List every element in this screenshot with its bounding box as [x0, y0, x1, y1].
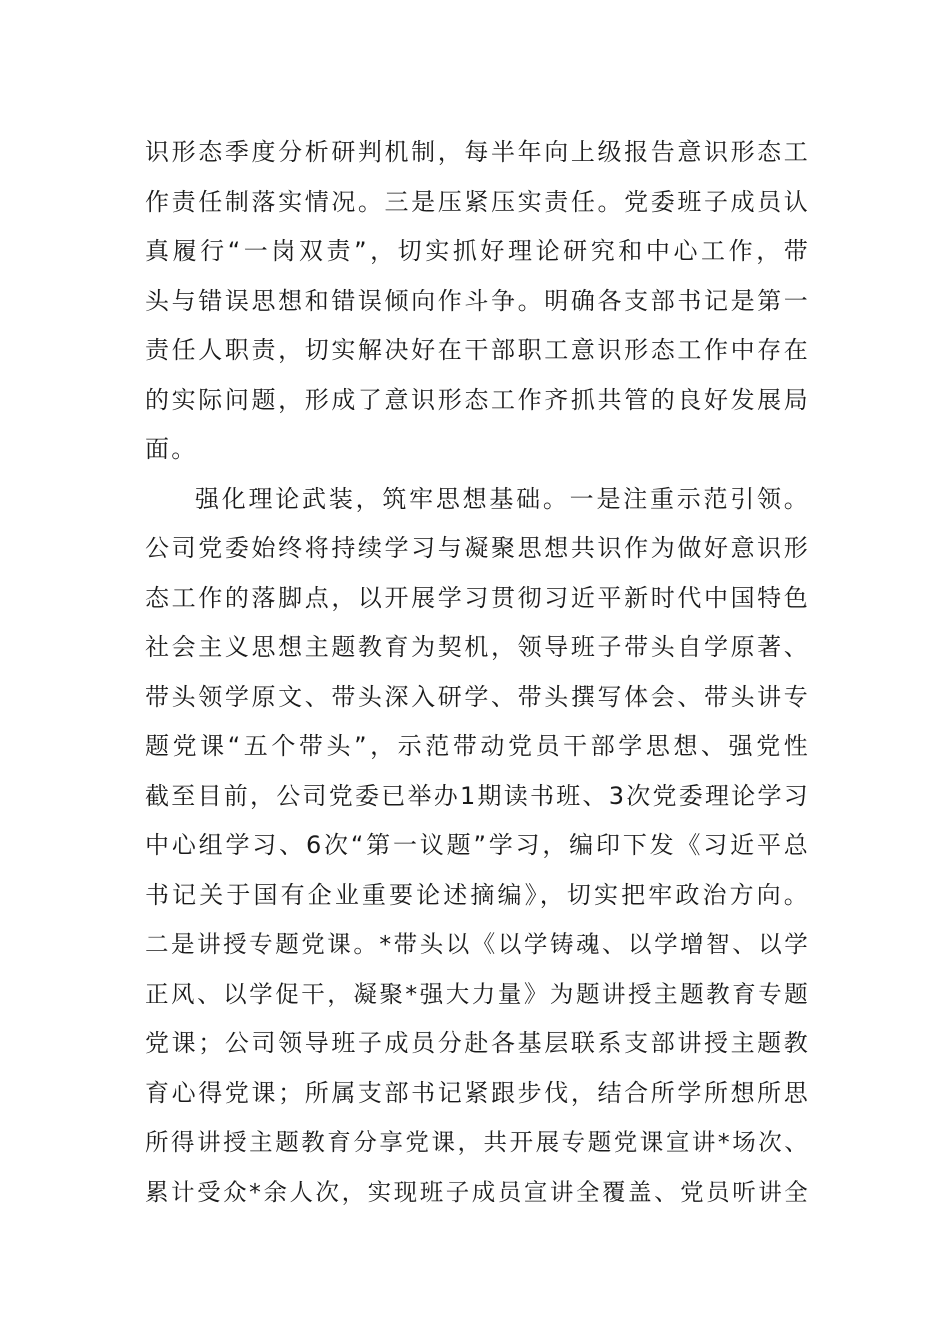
text-line: 社会主义思想主题教育为契机，领导班子带头自学原著、: [145, 633, 810, 661]
text-line: 责任人职责，切实解决好在干部职工意识形态工作中存在: [145, 336, 810, 364]
text-line: 党课；公司领导班子成员分赴各基层联系支部讲授主题教: [145, 1029, 810, 1057]
text-line: 二是讲授专题党课。*带头以《以学铸魂、以学增智、以学: [145, 930, 810, 958]
text-line: 育心得党课；所属支部书记紧跟步伐，结合所学所想所思: [145, 1078, 810, 1107]
text-line: 题党课“五个带头”，示范带动党员干部学思想、强党性: [145, 732, 810, 760]
text-line: 头与错误思想和错误倾向作斗争。明确各支部书记是第一: [145, 286, 810, 315]
text-line: 中心组学习、6次“第一议题”学习，编印下发《习近平总: [145, 831, 810, 859]
text-line: 所得讲授主题教育分享党课，共开展专题党课宣讲*场次、: [145, 1128, 810, 1156]
text-line: 态工作的落脚点，以开展学习贯彻习近平新时代中国特色: [145, 583, 810, 612]
text-line: 的实际问题，形成了意识形态工作齐抓共管的良好发展局: [145, 385, 810, 414]
document-body: [145, 128, 810, 1217]
text-line: 累计受众*余人次，实现班子成员宣讲全覆盖、党员听讲全: [145, 1177, 810, 1206]
text-line: 截至目前，公司党委已举办1期读书班、3次党委理论学习: [145, 781, 810, 810]
text-line: 面。: [145, 435, 198, 463]
text-line: 真履行“一岗双责”，切实抓好理论研究和中心工作，带: [145, 237, 810, 265]
text-line: 公司党委始终将持续学习与凝聚思想共识作为做好意识形: [145, 534, 810, 562]
text-line: 书记关于国有企业重要论述摘编》，切实把牢政治方向。: [145, 880, 810, 909]
text-line: 正风、以学促干，凝聚*强大力量》为题讲授主题教育专题: [145, 979, 810, 1008]
text-line: 带头领学原文、带头深入研学、带头撰写体会、带头讲专: [145, 682, 810, 711]
paragraph-heading-line: 强化理论武装，筑牢思想基础。一是注重示范引领。: [195, 484, 810, 513]
text-line: 作责任制落实情况。三是压紧压实责任。党委班子成员认: [145, 187, 810, 216]
text-line: 识形态季度分析研判机制，每半年向上级报告意识形态工: [145, 138, 810, 166]
